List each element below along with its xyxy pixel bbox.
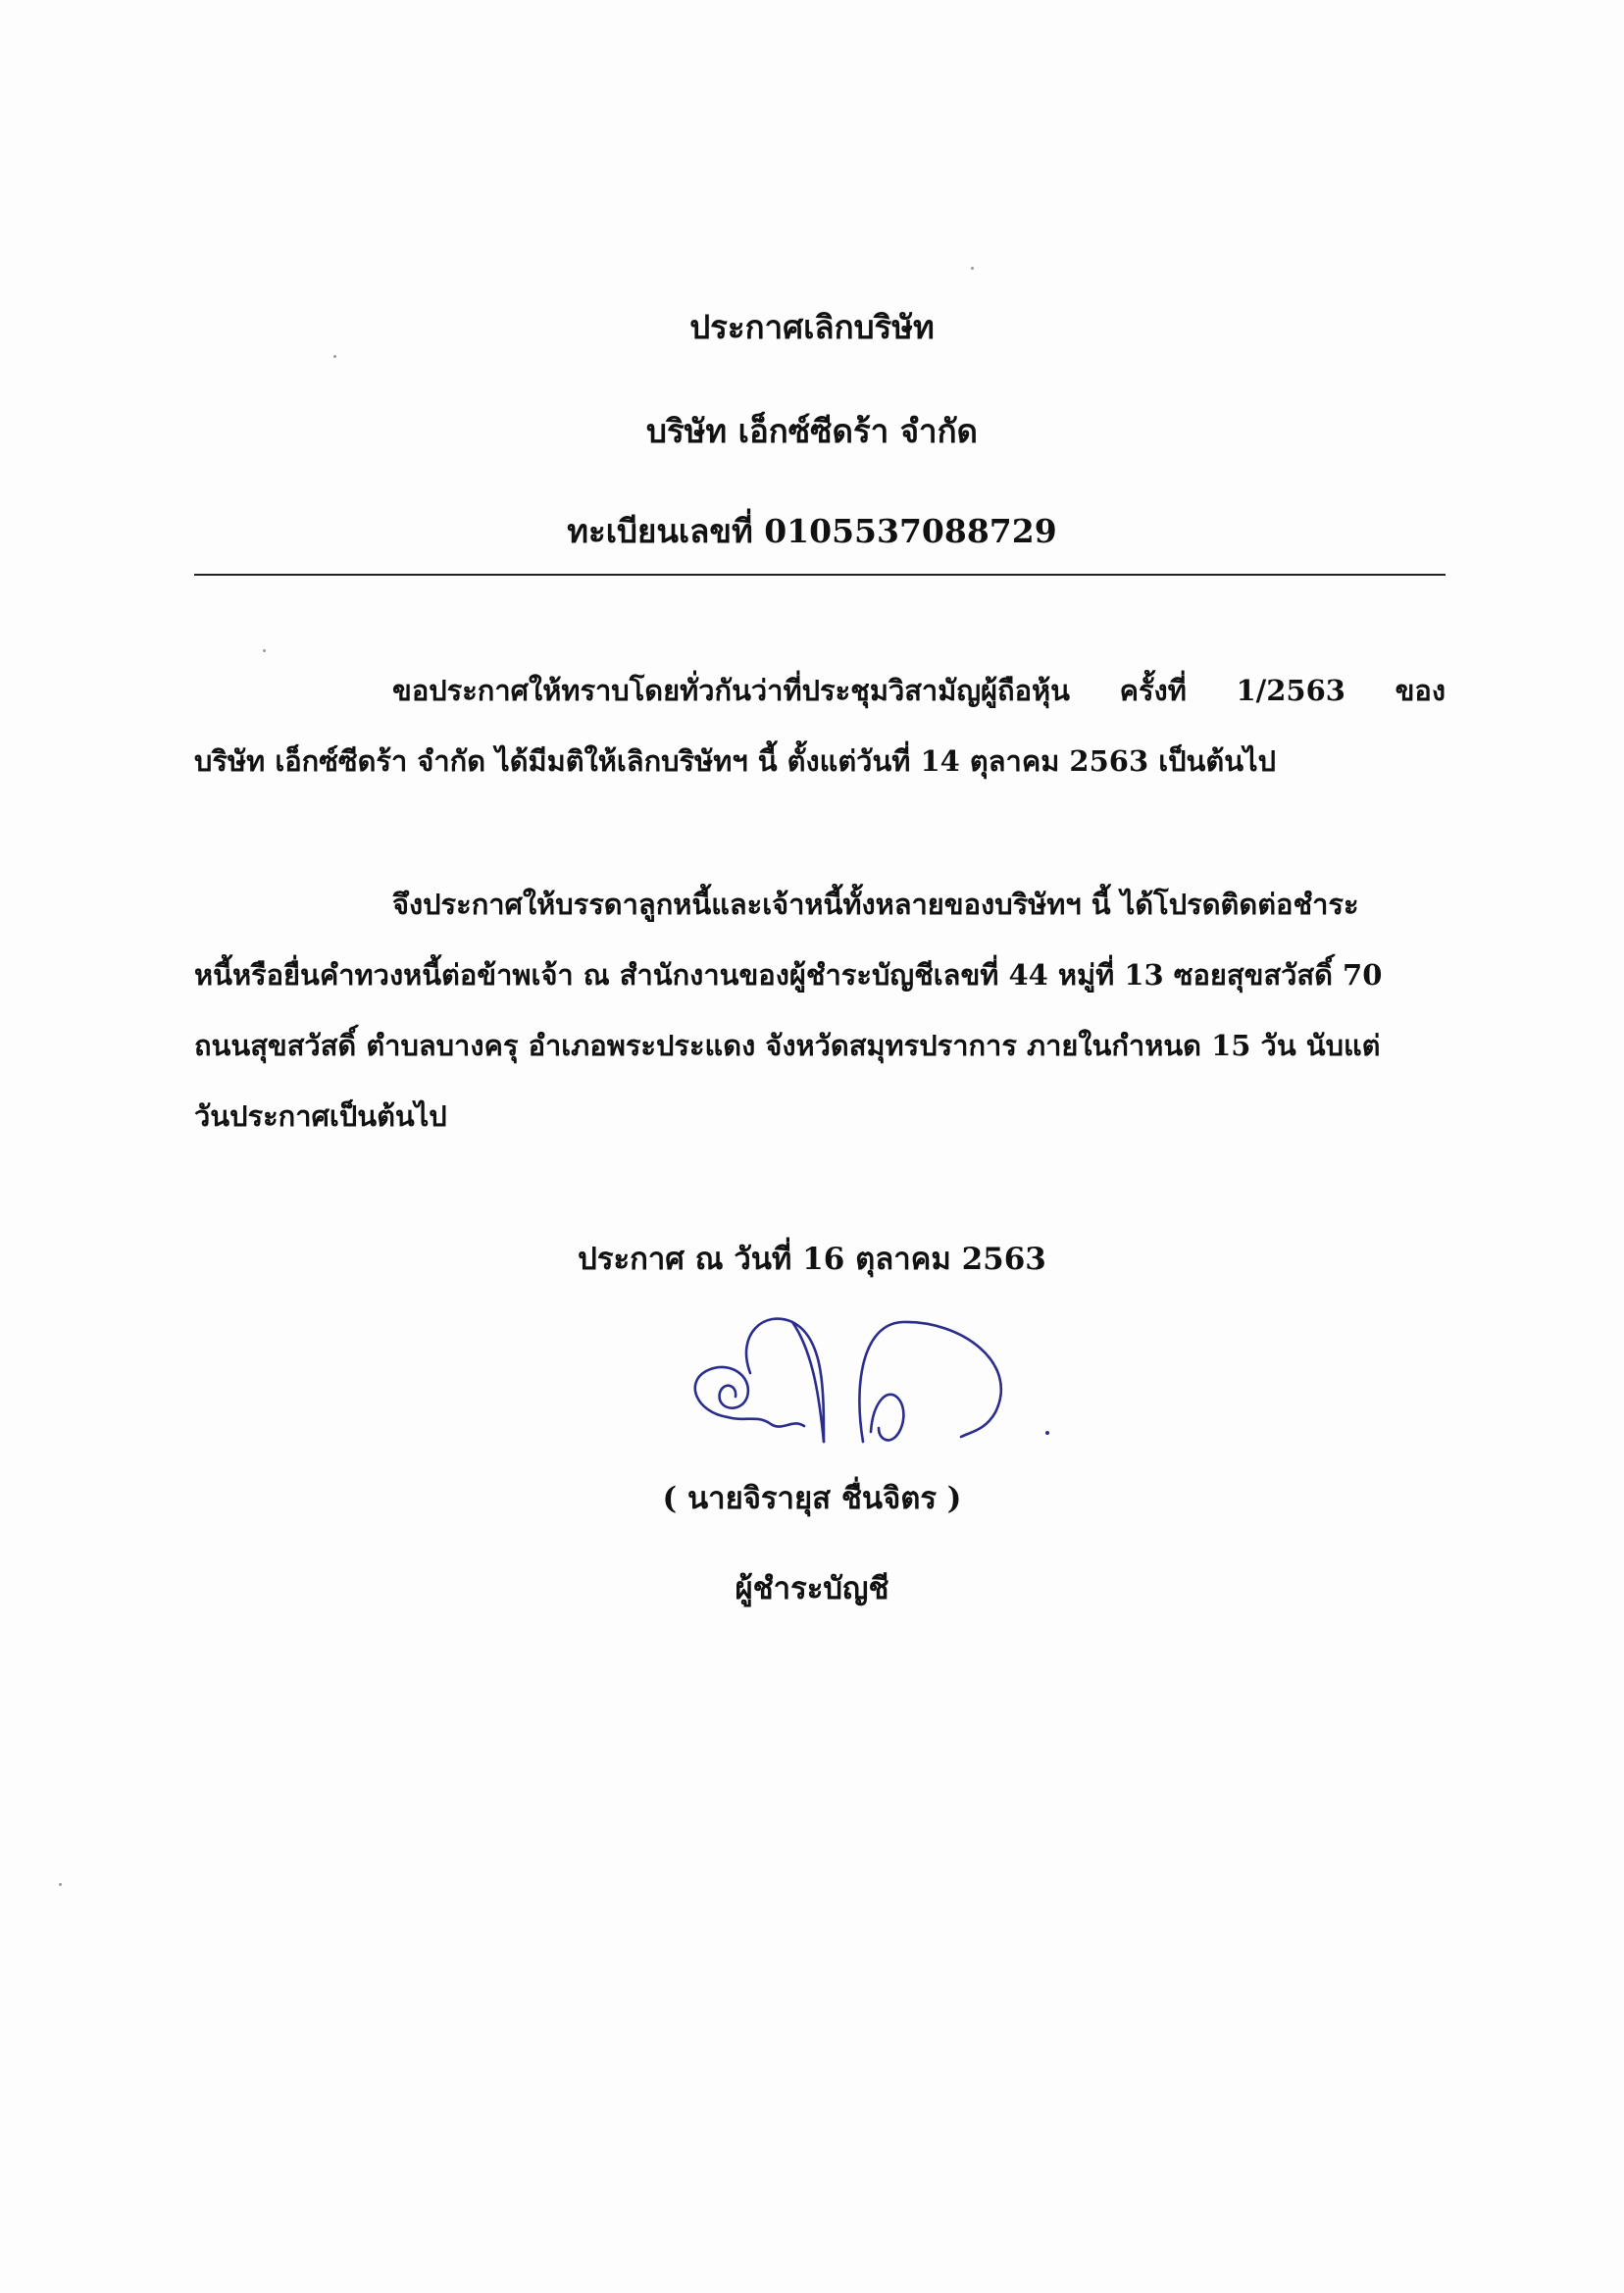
paragraph-resolution [194, 655, 1446, 796]
scan-speck [971, 267, 974, 270]
paragraph-resolution-line-1 [194, 655, 1446, 726]
paragraph-creditors [194, 869, 1446, 1151]
registration-number: ทะเบียนเลขที่ 0105537088729 [567, 512, 1057, 550]
paragraph-resolution-line-2: บริษัท เอ็กซ์ซีดร้า จำกัด ได้มีมติให้เลิกบริษัทฯ นี้ ตั้งแต่วันที่ 14 ตุลาคม 2563 เป็นต้นไป [194, 744, 1277, 778]
p1-line1-left: ขอประกาศให้ทราบโดยทั่วกันว่าที่ประชุมวิสามัญผู้ถือหุ้น [392, 674, 1070, 707]
paragraph-creditors-line-1: จึงประกาศให้บรรดาลูกหนี้และเจ้าหนี้ทั้งหลายของบริษัทฯ นี้ ได้โปรดติดต่อชำระ [392, 888, 1359, 921]
signatory-role: ผู้ชำระบัญชี [735, 1571, 889, 1606]
scan-speck [59, 1883, 62, 1886]
header-divider [194, 574, 1446, 576]
paragraph-creditors-line-4: วันประกาศเป็นต้นไป [194, 1099, 447, 1133]
paragraph-creditors-line-3: ถนนสุขสวัสดิ์ ตำบลบางครุ อำเภอพระประแดง จังหวัดสมุทรปราการ ภายในกำหนด 15 วัน นับแต่ [194, 1029, 1381, 1062]
paragraph-creditors-line-2: หนี้หรือยื่นคำทวงหนี้ต่อข้าพเจ้า ณ สำนักงานของผู้ชำระบัญชีเลขที่ 44 หมู่ที่ 13 ซอยสุขสวัสดิ์ 70 [194, 958, 1383, 992]
scan-speck [333, 355, 336, 358]
signature-image [677, 1295, 1069, 1461]
company-name: บริษัท เอ็กซ์ซีดร้า จำกัด [646, 412, 978, 450]
p1-line1-meeting-no: 1/2563 [1236, 674, 1345, 707]
p1-line1-meeting-no-label: ครั้งที่ [1119, 674, 1187, 707]
announce-date: ประกาศ ณ วันที่ 16 ตุลาคม 2563 [578, 1242, 1046, 1277]
scan-speck [263, 649, 266, 652]
document-title: ประกาศเลิกบริษัท [689, 308, 935, 346]
signatory-name: ( นายจิรายุส ชื่นจิตร ) [662, 1481, 962, 1516]
p1-line1-right: ของ [1395, 674, 1446, 707]
